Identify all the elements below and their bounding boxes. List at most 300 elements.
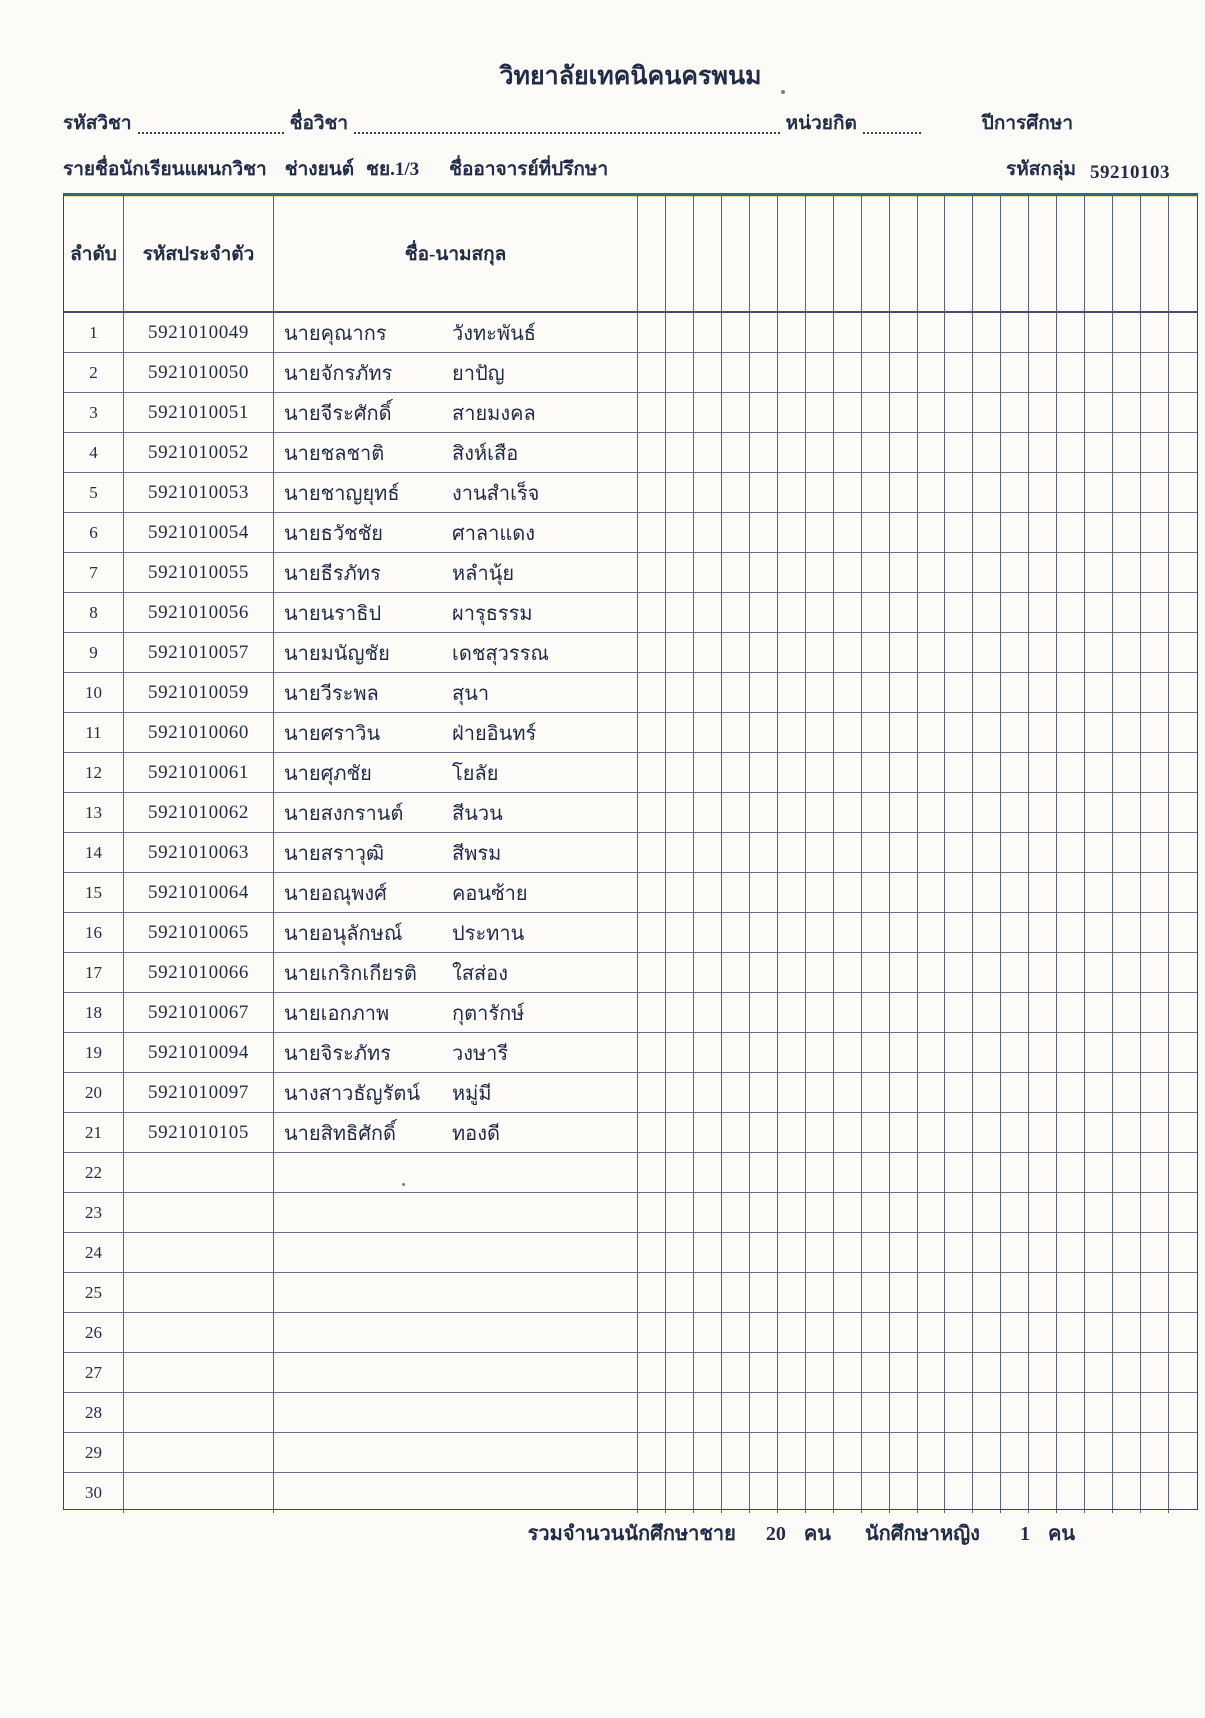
attendance-cell xyxy=(1141,473,1169,513)
attendance-cell xyxy=(973,1353,1001,1393)
attendance-cell xyxy=(1057,633,1085,673)
attendance-cell xyxy=(1001,1433,1029,1473)
attendance-cell xyxy=(694,1473,722,1513)
attendance-cell xyxy=(834,953,862,993)
attendance-cell xyxy=(638,513,666,553)
attendance-cell xyxy=(1113,1033,1141,1073)
attendance-cell xyxy=(973,1033,1001,1073)
attendance-cell xyxy=(1029,353,1057,393)
attendance-cell xyxy=(918,1393,946,1433)
attendance-cell xyxy=(1057,1153,1085,1193)
attendance-cell xyxy=(973,1113,1001,1153)
student-id-cell: 5921010066 xyxy=(124,953,274,993)
attendance-cell xyxy=(945,873,973,913)
attendance-cell xyxy=(722,993,750,1033)
subject-code-dotted-line xyxy=(138,126,284,134)
attendance-cell xyxy=(1169,1473,1197,1513)
student-id-cell xyxy=(124,1353,274,1393)
attendance-cell xyxy=(890,1473,918,1513)
group-code-value: 59210103 xyxy=(1090,162,1170,183)
attendance-cell xyxy=(750,593,778,633)
attendance-cell xyxy=(750,513,778,553)
attendance-cell xyxy=(666,993,694,1033)
student-name-cell xyxy=(274,1313,638,1353)
student-name-cell xyxy=(274,593,638,633)
attendance-cell xyxy=(1141,1313,1169,1353)
attendance-cell xyxy=(1169,833,1197,873)
attendance-cell xyxy=(890,1393,918,1433)
roster-label: รายชื่อนักเรียนแผนกวิชา xyxy=(63,159,267,180)
attendance-cell xyxy=(694,1353,722,1393)
attendance-cell xyxy=(722,1233,750,1273)
attendance-cell xyxy=(1057,1473,1085,1513)
attendance-cell xyxy=(694,433,722,473)
attendance-cell xyxy=(1057,993,1085,1033)
attendance-cell xyxy=(1141,1233,1169,1273)
attendance-cell xyxy=(1141,793,1169,833)
attendance-cell xyxy=(750,1473,778,1513)
attendance-cell xyxy=(722,353,750,393)
attendance-cell xyxy=(750,1233,778,1273)
attendance-cell xyxy=(1113,673,1141,713)
attendance-cell xyxy=(890,1233,918,1273)
attendance-cell xyxy=(694,1433,722,1473)
attendance-cell xyxy=(1085,1233,1113,1273)
row-number-cell: 15 xyxy=(64,873,124,913)
attendance-cell xyxy=(834,353,862,393)
student-name-cell xyxy=(274,1073,638,1113)
attendance-cell xyxy=(862,633,890,673)
student-first-name: นายวีระพล xyxy=(284,682,379,705)
student-first-name: นายชาญยุทธ์ xyxy=(284,482,400,505)
row-number-cell: 14 xyxy=(64,833,124,873)
attendance-cell xyxy=(862,593,890,633)
attendance-cell xyxy=(1029,993,1057,1033)
attendance-cell xyxy=(973,473,1001,513)
attendance-cell xyxy=(834,1313,862,1353)
attendance-cell xyxy=(918,673,946,713)
attendance-cell xyxy=(1029,873,1057,913)
student-first-name: นายศราวิน xyxy=(284,722,381,745)
attendance-cell xyxy=(945,1193,973,1233)
attendance-cell xyxy=(778,473,806,513)
attendance-cell xyxy=(750,393,778,433)
attendance-col-header xyxy=(945,196,973,313)
attendance-cell xyxy=(1029,593,1057,633)
attendance-cell xyxy=(750,753,778,793)
attendance-cell xyxy=(1141,1433,1169,1473)
attendance-cell xyxy=(1085,713,1113,753)
attendance-cell xyxy=(1029,513,1057,553)
student-name-cell xyxy=(274,1473,638,1513)
attendance-cell xyxy=(1113,1073,1141,1113)
attendance-cell xyxy=(1141,393,1169,433)
attendance-cell xyxy=(778,833,806,873)
attendance-cell xyxy=(778,1393,806,1433)
row-number-cell: 9 xyxy=(64,633,124,673)
attendance-cell xyxy=(694,713,722,753)
attendance-cell xyxy=(862,1273,890,1313)
attendance-cell xyxy=(973,1073,1001,1113)
attendance-cell xyxy=(666,713,694,753)
attendance-cell xyxy=(1029,1113,1057,1153)
attendance-col-header xyxy=(806,196,834,313)
attendance-cell xyxy=(1113,1193,1141,1233)
attendance-cell xyxy=(1057,1233,1085,1273)
attendance-cell xyxy=(862,313,890,353)
attendance-cell xyxy=(862,1393,890,1433)
attendance-cell xyxy=(973,833,1001,873)
attendance-cell xyxy=(1057,873,1085,913)
attendance-cell xyxy=(1169,873,1197,913)
attendance-cell xyxy=(1085,1193,1113,1233)
attendance-cell xyxy=(750,873,778,913)
attendance-cell xyxy=(1029,313,1057,353)
attendance-cell xyxy=(1085,753,1113,793)
attendance-cell xyxy=(890,873,918,913)
attendance-cell xyxy=(862,553,890,593)
attendance-cell xyxy=(862,513,890,553)
attendance-cell xyxy=(1141,1273,1169,1313)
attendance-cell xyxy=(973,993,1001,1033)
attendance-cell xyxy=(638,393,666,433)
attendance-cell xyxy=(806,1193,834,1233)
row-number-cell: 3 xyxy=(64,393,124,433)
attendance-cell xyxy=(666,513,694,553)
attendance-cell xyxy=(862,1353,890,1393)
attendance-cell xyxy=(750,1073,778,1113)
attendance-cell xyxy=(1057,673,1085,713)
attendance-cell xyxy=(638,1273,666,1313)
attendance-cell xyxy=(1169,713,1197,753)
attendance-cell xyxy=(918,353,946,393)
row-number-cell: 8 xyxy=(64,593,124,633)
attendance-cell xyxy=(1113,393,1141,433)
attendance-cell xyxy=(862,833,890,873)
attendance-cell xyxy=(1085,833,1113,873)
attendance-cell xyxy=(945,1273,973,1313)
attendance-cell xyxy=(945,713,973,753)
attendance-cell xyxy=(722,1073,750,1113)
attendance-cell xyxy=(694,873,722,913)
attendance-cell xyxy=(1141,1153,1169,1193)
student-name-cell xyxy=(274,473,638,513)
attendance-cell xyxy=(862,353,890,393)
attendance-cell xyxy=(694,513,722,553)
attendance-cell xyxy=(890,433,918,473)
attendance-cell xyxy=(1169,1233,1197,1273)
student-id-cell xyxy=(124,1193,274,1233)
student-last-name: ทองดี xyxy=(452,1122,500,1145)
attendance-cell xyxy=(918,753,946,793)
attendance-cell xyxy=(666,593,694,633)
student-id-cell: 5921010051 xyxy=(124,393,274,433)
attendance-cell xyxy=(834,793,862,833)
attendance-cell xyxy=(722,713,750,753)
attendance-cell xyxy=(722,753,750,793)
attendance-cell xyxy=(973,1393,1001,1433)
student-id-cell: 5921010059 xyxy=(124,673,274,713)
attendance-cell xyxy=(862,473,890,513)
attendance-cell xyxy=(890,753,918,793)
attendance-cell xyxy=(1001,1273,1029,1313)
attendance-cell xyxy=(1001,833,1029,873)
attendance-cell xyxy=(694,1033,722,1073)
attendance-cell xyxy=(750,1313,778,1353)
attendance-cell xyxy=(1001,393,1029,433)
attendance-cell xyxy=(1001,473,1029,513)
attendance-cell xyxy=(778,713,806,753)
attendance-cell xyxy=(666,953,694,993)
student-last-name: คอนซ้าย xyxy=(452,882,528,905)
attendance-cell xyxy=(750,1153,778,1193)
attendance-cell xyxy=(806,313,834,353)
attendance-cell xyxy=(945,553,973,593)
attendance-cell xyxy=(890,1153,918,1193)
attendance-cell xyxy=(1085,1353,1113,1393)
attendance-cell xyxy=(973,433,1001,473)
attendance-cell xyxy=(694,913,722,953)
attendance-cell xyxy=(1029,1193,1057,1233)
col-header-name: ชื่อ-นามสกุล xyxy=(274,196,638,313)
attendance-cell xyxy=(638,953,666,993)
attendance-cell xyxy=(638,833,666,873)
attendance-cell xyxy=(834,1073,862,1113)
attendance-cell xyxy=(1001,633,1029,673)
attendance-cell xyxy=(806,593,834,633)
attendance-cell xyxy=(1141,753,1169,793)
student-id-cell: 5921010067 xyxy=(124,993,274,1033)
attendance-cell xyxy=(666,1113,694,1153)
attendance-cell xyxy=(1113,633,1141,673)
attendance-cell xyxy=(806,1153,834,1193)
attendance-cell xyxy=(945,673,973,713)
attendance-cell xyxy=(1057,1353,1085,1393)
attendance-cell xyxy=(750,1273,778,1313)
attendance-cell xyxy=(722,1033,750,1073)
attendance-cell xyxy=(806,1113,834,1153)
attendance-cell xyxy=(834,673,862,713)
row-number-cell: 17 xyxy=(64,953,124,993)
attendance-cell xyxy=(778,1153,806,1193)
attendance-cell xyxy=(862,1313,890,1353)
attendance-cell xyxy=(945,1233,973,1273)
attendance-cell xyxy=(694,473,722,513)
attendance-cell xyxy=(806,513,834,553)
attendance-cell xyxy=(1001,1073,1029,1113)
attendance-cell xyxy=(806,673,834,713)
credits-dotted-line xyxy=(863,126,921,134)
attendance-cell xyxy=(750,473,778,513)
attendance-cell xyxy=(722,1393,750,1433)
attendance-cell xyxy=(722,913,750,953)
attendance-cell xyxy=(918,1073,946,1113)
attendance-cell xyxy=(1029,1033,1057,1073)
attendance-cell xyxy=(1141,553,1169,593)
student-first-name: นายเอกภาพ xyxy=(284,1002,390,1025)
attendance-cell xyxy=(862,1473,890,1513)
attendance-cell xyxy=(862,1433,890,1473)
attendance-cell xyxy=(666,1153,694,1193)
attendance-cell xyxy=(973,393,1001,433)
attendance-cell xyxy=(1057,1193,1085,1233)
attendance-cell xyxy=(638,1073,666,1113)
student-name-cell xyxy=(274,673,638,713)
attendance-cell xyxy=(806,1393,834,1433)
attendance-cell xyxy=(890,1353,918,1393)
attendance-cell xyxy=(750,673,778,713)
attendance-cell xyxy=(722,633,750,673)
attendance-cell xyxy=(1169,473,1197,513)
attendance-cell xyxy=(1029,1273,1057,1313)
attendance-cell xyxy=(918,1193,946,1233)
attendance-cell xyxy=(806,393,834,433)
attendance-cell xyxy=(918,553,946,593)
student-id-cell xyxy=(124,1153,274,1193)
attendance-cell xyxy=(945,833,973,873)
student-first-name: นายจีระศักดิ์ xyxy=(284,402,392,425)
student-last-name: หมู่มี xyxy=(452,1082,492,1105)
attendance-cell xyxy=(945,953,973,993)
student-id-cell: 5921010055 xyxy=(124,553,274,593)
attendance-cell xyxy=(1141,673,1169,713)
attendance-cell xyxy=(1169,913,1197,953)
attendance-cell xyxy=(806,953,834,993)
attendance-cell xyxy=(945,913,973,953)
attendance-cell xyxy=(722,833,750,873)
attendance-cell xyxy=(1085,1473,1113,1513)
attendance-cell xyxy=(1029,1353,1057,1393)
row-number-cell: 10 xyxy=(64,673,124,713)
attendance-col-header xyxy=(1169,196,1197,313)
attendance-col-header xyxy=(1141,196,1169,313)
attendance-cell xyxy=(806,913,834,953)
attendance-cell xyxy=(1085,1113,1113,1153)
attendance-cell xyxy=(890,633,918,673)
attendance-cell xyxy=(694,593,722,633)
attendance-cell xyxy=(862,673,890,713)
attendance-cell xyxy=(1169,753,1197,793)
attendance-cell xyxy=(862,1073,890,1113)
attendance-cell xyxy=(722,433,750,473)
attendance-cell xyxy=(1001,513,1029,553)
attendance-cell xyxy=(973,353,1001,393)
attendance-cell xyxy=(806,873,834,913)
student-id-cell: 5921010056 xyxy=(124,593,274,633)
attendance-cell xyxy=(694,313,722,353)
student-id-cell: 5921010054 xyxy=(124,513,274,553)
attendance-cell xyxy=(1001,913,1029,953)
student-last-name: เดชสุวรรณ xyxy=(452,642,549,665)
student-last-name: สุนา xyxy=(452,682,490,705)
attendance-col-header xyxy=(666,196,694,313)
attendance-col-header xyxy=(1001,196,1029,313)
attendance-cell xyxy=(1057,393,1085,433)
attendance-cell xyxy=(778,753,806,793)
attendance-cell xyxy=(750,553,778,593)
attendance-cell xyxy=(862,793,890,833)
attendance-cell xyxy=(973,513,1001,553)
attendance-cell xyxy=(1113,913,1141,953)
attendance-cell xyxy=(806,633,834,673)
attendance-cell xyxy=(666,673,694,713)
attendance-cell xyxy=(1029,1473,1057,1513)
attendance-cell xyxy=(1001,1033,1029,1073)
attendance-cell xyxy=(945,1113,973,1153)
attendance-cell xyxy=(1085,433,1113,473)
attendance-cell xyxy=(778,793,806,833)
attendance-cell xyxy=(638,1113,666,1153)
attendance-cell xyxy=(1113,553,1141,593)
attendance-cell xyxy=(945,1033,973,1073)
attendance-cell xyxy=(638,473,666,513)
attendance-cell xyxy=(973,553,1001,593)
attendance-cell xyxy=(834,1193,862,1233)
student-last-name: งานสำเร็จ xyxy=(452,482,540,505)
attendance-cell xyxy=(666,1433,694,1473)
attendance-cell xyxy=(638,753,666,793)
attendance-cell xyxy=(666,1393,694,1433)
student-id-cell: 5921010061 xyxy=(124,753,274,793)
attendance-cell xyxy=(834,593,862,633)
attendance-cell xyxy=(638,553,666,593)
attendance-cell xyxy=(918,713,946,753)
attendance-cell xyxy=(918,993,946,1033)
attendance-col-header xyxy=(638,196,666,313)
col-header-student-id: รหัสประจำตัว xyxy=(124,196,274,313)
attendance-cell xyxy=(1169,1313,1197,1353)
attendance-cell xyxy=(1113,1153,1141,1193)
attendance-cell xyxy=(945,433,973,473)
attendance-cell xyxy=(750,913,778,953)
attendance-cell xyxy=(1029,913,1057,953)
attendance-cell xyxy=(778,313,806,353)
attendance-cell xyxy=(1085,873,1113,913)
attendance-col-header xyxy=(1057,196,1085,313)
attendance-cell xyxy=(1057,1433,1085,1473)
attendance-col-header xyxy=(1085,196,1113,313)
attendance-cell xyxy=(778,1113,806,1153)
attendance-cell xyxy=(778,1033,806,1073)
attendance-cell xyxy=(1141,873,1169,913)
attendance-cell xyxy=(750,313,778,353)
student-last-name: สีพรม xyxy=(452,842,502,865)
attendance-cell xyxy=(666,553,694,593)
attendance-cell xyxy=(1141,1393,1169,1433)
student-id-cell xyxy=(124,1473,274,1513)
attendance-cell xyxy=(666,1473,694,1513)
attendance-cell xyxy=(890,593,918,633)
attendance-cell xyxy=(945,1353,973,1393)
attendance-cell xyxy=(778,1473,806,1513)
male-total-label: รวมจำนวนนักศึกษาชาย xyxy=(527,1523,736,1545)
attendance-cell xyxy=(1169,1113,1197,1153)
attendance-cell xyxy=(973,633,1001,673)
attendance-cell xyxy=(918,513,946,553)
attendance-cell xyxy=(1001,353,1029,393)
attendance-cell xyxy=(1085,1273,1113,1313)
male-unit: คน xyxy=(803,1523,831,1545)
attendance-cell xyxy=(890,393,918,433)
attendance-cell xyxy=(638,593,666,633)
attendance-cell xyxy=(1169,593,1197,633)
attendance-cell xyxy=(666,793,694,833)
female-unit: คน xyxy=(1047,1523,1075,1545)
attendance-cell xyxy=(722,1433,750,1473)
attendance-cell xyxy=(890,993,918,1033)
attendance-cell xyxy=(890,913,918,953)
row-number-cell: 6 xyxy=(64,513,124,553)
